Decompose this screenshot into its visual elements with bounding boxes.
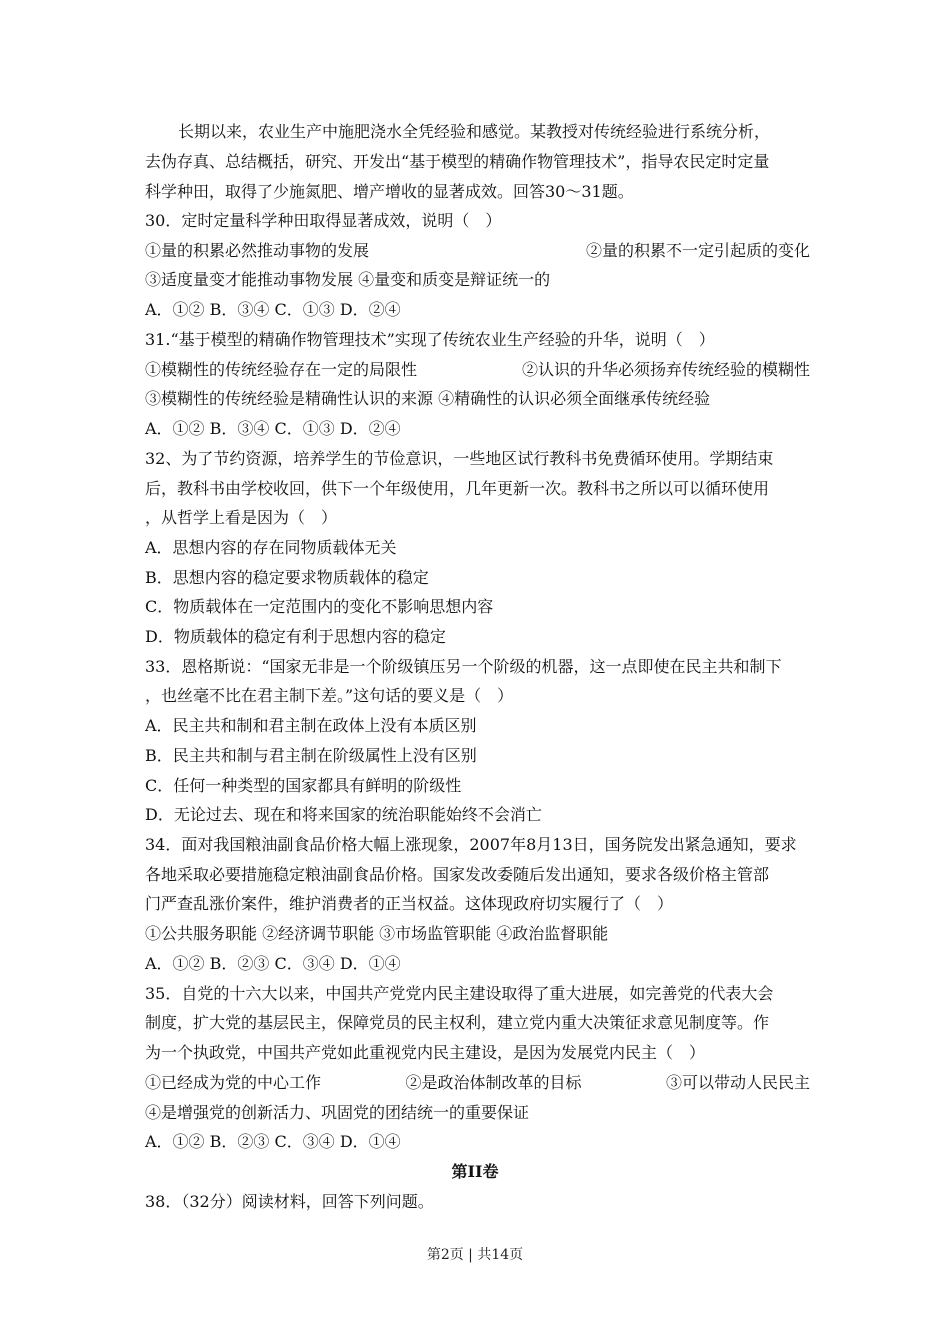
q35-options-row-1 [145, 1073, 810, 1093]
q34-stem-line-2: 各地采取必要措施稳定粮油副食品价格。国家发改委随后发出通知，要求各级价格主管部 [145, 865, 770, 884]
q32-stem-line-2: 后，教科书由学校收回，供下一个年级使用，几年更新一次。教科书之所以可以循环使用 [145, 479, 770, 498]
q35-stem-line-3: 为一个执政党，中国共产党如此重视党内民主建设，是因为发展党内民主（ ） [145, 1043, 706, 1062]
q30-stem: 30．定时定量科学种田取得显著成效，说明（ ） [145, 211, 502, 230]
q31-options-row-1 [145, 360, 810, 380]
q38-stem: 38．（32分）阅读材料，回答下列问题。 [145, 1192, 434, 1211]
q32-option-d: D．物质载体的稳定有利于思想内容的稳定 [145, 627, 446, 646]
q32-option-a: A．思想内容的存在同物质载体无关 [145, 538, 397, 557]
q31-option-2: ②认识的升华必须扬弃传统经验的模糊性 [521, 360, 810, 379]
q30-option-1: ①量的积累必然推动事物的发展 [145, 241, 370, 260]
q35-stem-line-1: 35．自党的十六大以来，中国共产党党内民主建设取得了重大进展，如完善党的代表大会 [145, 984, 774, 1003]
q30-options-row-1 [145, 241, 810, 261]
q33-option-d: D．无论过去、现在和将来国家的统治职能始终不会消亡 [145, 805, 542, 824]
q33-option-a: A．民主共和制和君主制在政体上没有本质区别 [145, 716, 477, 735]
q33-stem-line-2: ，也丝毫不比在君主制下差。”这句话的要义是（ ） [145, 686, 514, 705]
q32-option-b: B．思想内容的稳定要求物质载体的稳定 [145, 568, 429, 587]
q30-answers: A．①② B．③④ C．①③ D．②④ [145, 300, 401, 319]
q33-option-c: C．任何一种类型的国家都具有鲜明的阶级性 [145, 776, 462, 795]
q35-option-3: ③可以带动人民民主 [665, 1073, 810, 1092]
q31-options-row-2: ③模糊性的传统经验是精确性认识的来源 ④精确性的认识必须全面继承传统经验 [145, 389, 711, 408]
q31-answers: A．①② B．③④ C．①③ D．②④ [145, 419, 401, 438]
page-footer: 第2页 | 共14页 [426, 1247, 524, 1263]
intro-line-2: 去伪存真、总结概括，研究、开发出“基于模型的精确作物管理技术”，指导农民定时定量 [145, 152, 770, 171]
q30-options-row-2: ③适度量变才能推动事物发展 ④量变和质变是辩证统一的 [145, 270, 551, 289]
intro-line-1: 长期以来，农业生产中施肥浇水全凭经验和感觉。某教授对传统经验进行系统分析， [178, 122, 771, 141]
section-title: 第II卷 [451, 1162, 499, 1181]
q35-answers: A．①② B．②③ C．③④ D．①④ [145, 1132, 401, 1151]
q33-stem-line-1: 33．恩格斯说：“国家无非是一个阶级镇压另一个阶级的机器，这一点即使在民主共和制下 [145, 657, 782, 676]
q34-answers: A．①② B．②③ C．③④ D．①④ [145, 954, 401, 973]
q34-stem-line-1: 34．面对我国粮油副食品价格大幅上涨现象，2007年8月13日，国务院发出紧急通知，要求 [145, 835, 797, 854]
intro-line-3: 科学种田，取得了少施氮肥、增产增收的显著成效。回答30～31题。 [145, 182, 634, 201]
q31-option-1: ①模糊性的传统经验存在一定的局限性 [145, 360, 418, 379]
q32-option-c: C．物质载体在一定范围内的变化不影响思想内容 [145, 597, 494, 616]
q35-option-4: ④是增强党的创新活力、巩固党的团结统一的重要保证 [145, 1103, 530, 1122]
q35-stem-line-2: 制度，扩大党的基层民主，保障党员的民主权利，建立党内重大决策征求意见制度等。作 [145, 1013, 770, 1032]
q33-option-b: B．民主共和制与君主制在阶级属性上没有区别 [145, 746, 477, 765]
q35-option-1: ①已经成为党的中心工作 [145, 1073, 322, 1092]
q32-stem-line-3: ，从哲学上看是因为（ ） [145, 508, 338, 527]
q34-stem-line-3: 门严查乱涨价案件，维护消费者的正当权益。这体现政府切实履行了（ ） [145, 894, 674, 913]
q31-stem: 31.“基于模型的精确作物管理技术”实现了传统农业生产经验的升华，说明（ ） [145, 330, 715, 349]
q30-option-2: ②量的积累不一定引起质的变化 [585, 241, 810, 260]
q35-option-2: ②是政治体制改革的目标 [405, 1073, 582, 1092]
q32-stem-line-1: 32、为了节约资源，培养学生的节俭意识，一些地区试行教科书免费循环使用。学期结束 [145, 449, 774, 468]
q34-options: ①公共服务职能 ②经济调节职能 ③市场监管职能 ④政治监督职能 [145, 924, 609, 943]
